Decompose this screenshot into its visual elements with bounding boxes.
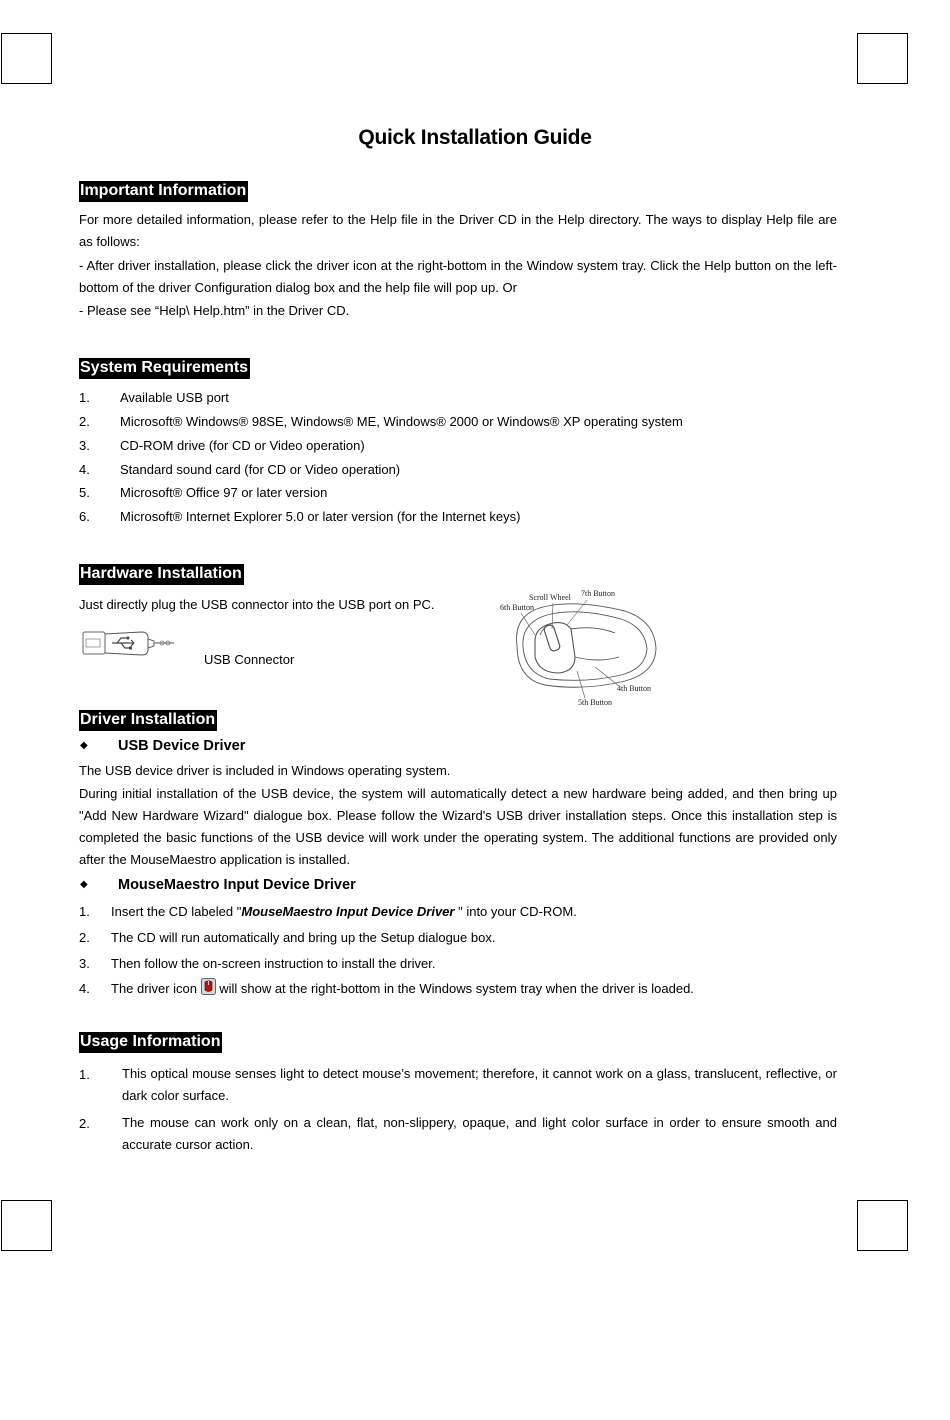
important-item-1: - After driver installation, please click the driver icon at the right-bottom in the Window system tray. Click the Help button on the left-bottom of the driver Configuration dialog box and the help file will pop up. Or <box>79 258 837 295</box>
list-item: Microsoft® Office 97 or later version <box>120 485 328 500</box>
mouse-diagram-image <box>495 585 665 710</box>
section-header-system-requirements: System Requirements <box>79 358 250 379</box>
list-number: 6. <box>79 509 90 524</box>
section-header-driver: Driver Installation <box>79 710 217 731</box>
list-number: 5. <box>79 485 90 500</box>
crop-mark-top-left <box>1 33 52 84</box>
mousemaestro-driver-subtitle: MouseMaestro Input Device Driver <box>118 877 356 893</box>
seventh-button-label: 7th Button <box>581 589 616 598</box>
usb-driver-subtitle: USB Device Driver <box>118 738 246 754</box>
section-header-usage: Usage Information <box>79 1032 222 1053</box>
section-header-hardware: Hardware Installation <box>79 564 244 585</box>
crop-mark-top-right <box>857 33 908 84</box>
fifth-button-label: 5th Button <box>578 698 613 707</box>
list-number: 2. <box>79 414 90 429</box>
hardware-text: Just directly plug the USB connector into the USB port on PC. <box>79 597 435 612</box>
list-item: Standard sound card (for CD or Video operation) <box>120 462 401 477</box>
list-item: Insert the CD labeled "MouseMaestro Input Device Driver " into your CD-ROM. <box>111 904 577 919</box>
sixth-button-label: 6th Button <box>500 603 535 612</box>
list-number: 4. <box>79 981 90 996</box>
usb-connector-image <box>82 630 177 658</box>
scroll-wheel-label: Scroll Wheel <box>529 593 571 602</box>
section-header-important: Important Information <box>79 181 248 202</box>
list-number: 1. <box>79 1067 90 1082</box>
list-item: Microsoft® Windows® 98SE, Windows® ME, Windows® 2000 or Windows® XP operating system <box>120 414 683 429</box>
crop-mark-bottom-left <box>1 1200 52 1251</box>
list-item: Microsoft® Internet Explorer 5.0 or later version (for the Internet keys) <box>120 509 521 524</box>
usb-connector-label: USB Connector <box>204 652 295 667</box>
list-item: The driver icon will show at the right-bottom in the Windows system tray when the driver is loaded. <box>111 980 694 998</box>
diamond-bullet-icon: ◆ <box>80 879 88 890</box>
important-intro: For more detailed information, please refer to the Help file in the Driver CD in the Help directory. The ways to display Help file are as follows: <box>79 212 837 249</box>
driver-tray-icon <box>201 978 216 995</box>
list-number: 1. <box>79 390 90 405</box>
usb-driver-p2: During initial installation of the USB device, the system will automatically detect a new hardware being added, and then bring up "Add New Hardware Wizard" dialogue box. Please follow the Wizard's USB driver installation steps. Once this installation step is completed the basic functions of the USB device will work under the operating system. The additional functions are provided only after the MouseMaestro application is installed. <box>79 786 837 867</box>
list-number: 1. <box>79 904 90 919</box>
diamond-bullet-icon: ◆ <box>80 740 88 751</box>
list-number: 2. <box>79 930 90 945</box>
list-item: This optical mouse senses light to detect mouse’s movement; therefore, it cannot work on a glass, translucent, reflective, or dark color surface. <box>122 1066 837 1103</box>
crop-mark-bottom-right <box>857 1200 908 1251</box>
list-number: 4. <box>79 462 90 477</box>
fourth-button-label: 4th Button <box>617 684 652 693</box>
list-item: Then follow the on-screen instruction to install the driver. <box>111 956 436 971</box>
list-number: 3. <box>79 956 90 971</box>
list-item: Available USB port <box>120 390 229 405</box>
list-number: 2. <box>79 1116 90 1131</box>
list-item: The CD will run automatically and bring up the Setup dialogue box. <box>111 930 496 945</box>
list-item: The mouse can work only on a clean, flat, non-slippery, opaque, and light color surface in order to ensure smooth and accurate cursor action. <box>122 1115 837 1152</box>
list-item: CD-ROM drive (for CD or Video operation) <box>120 438 365 453</box>
page-title: Quick Installation Guide <box>358 126 592 149</box>
important-item-2: - Please see “Help\ Help.htm” in the Driver CD. <box>79 303 350 318</box>
usb-driver-p1: The USB device driver is included in Windows operating system. <box>79 763 451 778</box>
list-number: 3. <box>79 438 90 453</box>
